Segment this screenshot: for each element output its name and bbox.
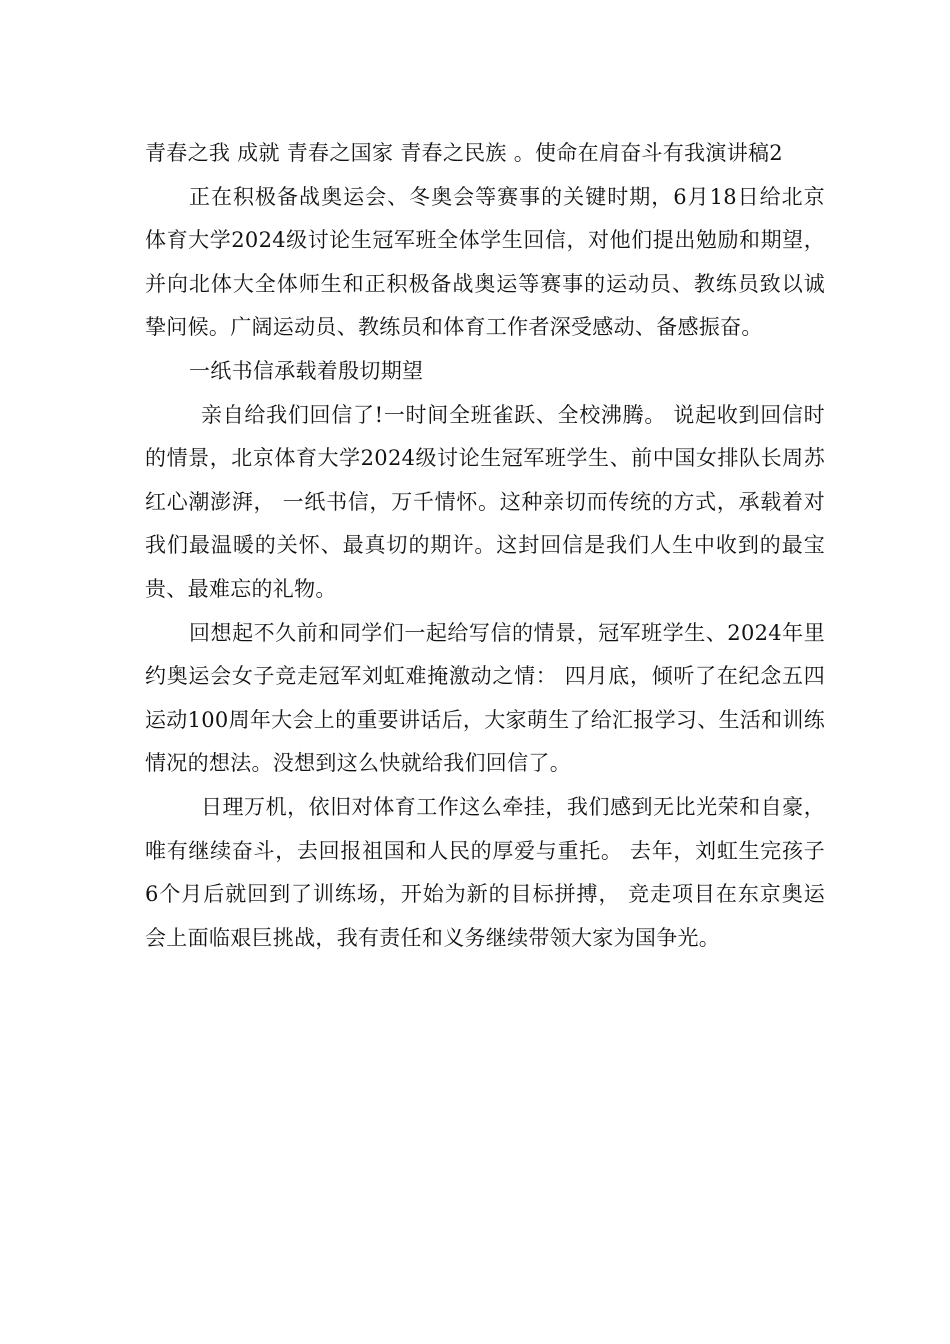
paragraph-reply-reaction: 亲自给我们回信了!一时间全班雀跃、全校沸腾。 说起收到回信时的情景，北京体育大学2024级讨论生冠军班学生、前中国女排队长周苏红心潮澎湃， 一纸书信，万千情怀。这种亲切而传统的方式，承载着对我们最温暖的关怀、最真切的期许。这封回信是我们人生中收到的最宝贵、最难忘的礼物。 <box>145 402 825 601</box>
paragraph-commitment: 日理万机，依旧对体育工作这么牵挂，我们感到无比光荣和自豪，唯有继续奋斗，去回报祖国和人民的厚爱与重托。 去年，刘虹生完孩子6个月后就回到了训练场，开始为新的目标拼搏， 竞走项目在东京奥运会上面临艰巨挑战，我有责任和义务继续带领大家为国争光。 <box>145 794 825 950</box>
document-page <box>145 132 825 960</box>
paragraph-intro: 正在积极备战奥运会、冬奥会等赛事的关键时期，6月18日给北京体育大学2024级讨论生冠军班全体学生回信，对他们提出勉励和期望，并向北体大全体师生和正积极备战奥运等赛事的运动员、教练员致以诚挚问候。广阔运动员、教练员和体育工作者深受感动、备感振奋。 <box>145 184 825 340</box>
paragraph-title-continuation: 青春之我 成就 青春之国家 青春之民族 。使命在肩奋斗有我演讲稿2 <box>145 141 783 165</box>
section-heading: 一纸书信承载着殷切期望 <box>189 358 424 383</box>
paragraph-recollection: 回想起不久前和同学们一起给写信的情景，冠军班学生、2024年里约奥运会女子竞走冠军刘虹难掩激动之情： 四月底，倾听了在纪念五四运动100周年大会上的重要讲话后，大家萌生了给汇报学习、生活和训练情况的想法。没想到这么快就给我们回信了。 <box>145 620 825 776</box>
